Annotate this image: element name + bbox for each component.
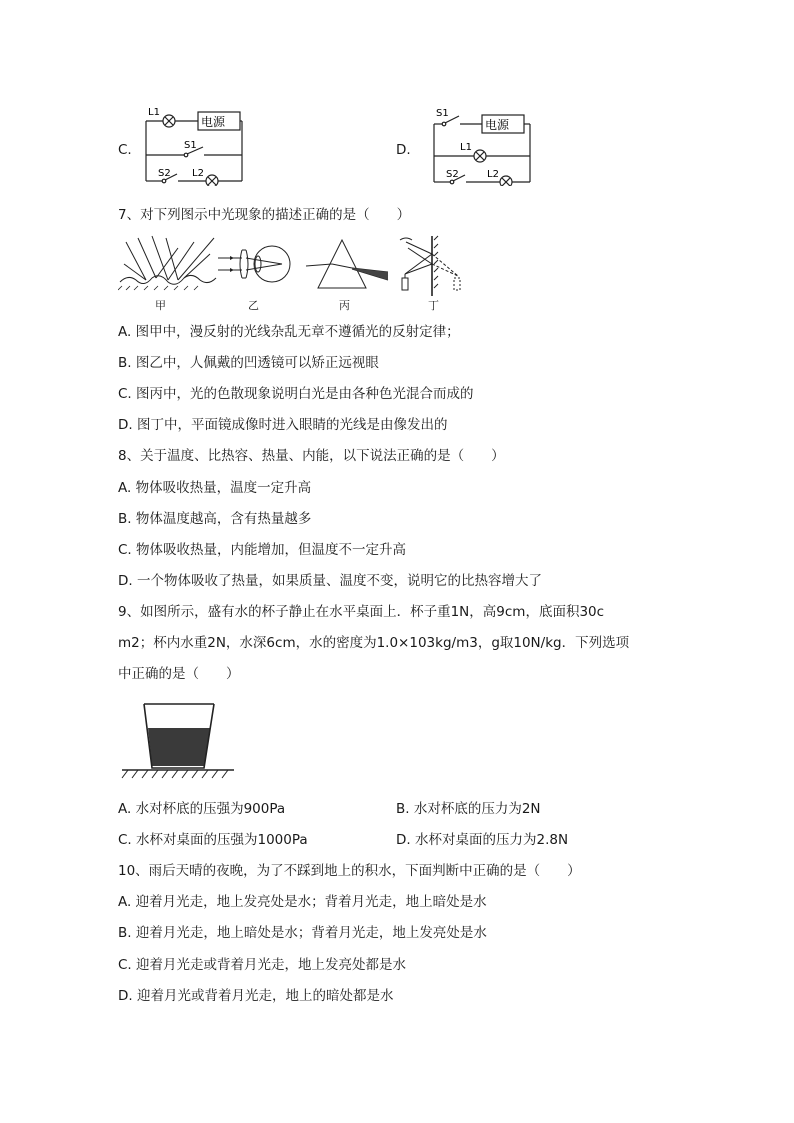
fig-label-bing: 丙 xyxy=(339,299,350,312)
circuit-d-l1-label: L1 xyxy=(460,142,472,153)
q8-option-b: B. 物体温度越高，含有热量越多 xyxy=(118,511,312,527)
fig-label-yi: 乙 xyxy=(248,299,259,312)
circuit-c-s2-label: S2 xyxy=(158,168,171,179)
fig-cup-of-water xyxy=(118,698,236,782)
circuit-c-l1-label: L1 xyxy=(148,107,160,118)
circuit-d-s2-label: S2 xyxy=(446,169,459,180)
circuit-d-s1-label: S1 xyxy=(436,108,449,119)
q10-option-a: A. 迎着月光走，地上发亮处是水；背着月光走，地上暗处是水 xyxy=(118,894,487,910)
q6-option-d-label: D. xyxy=(396,142,411,158)
q6-option-c-label: C. xyxy=(118,142,132,158)
circuit-d-l2-label: L2 xyxy=(487,169,499,180)
q7-option-c: C. 图丙中，光的色散现象说明白光是由各种色光混合而成的 xyxy=(118,386,474,402)
q9-option-d: D. 水杯对桌面的压力为2.8N xyxy=(396,832,569,848)
q7-option-d: D. 图丁中，平面镜成像时进入眼睛的光线是由像发出的 xyxy=(118,417,448,433)
fig-label-ding: 丁 xyxy=(428,299,439,312)
q8-option-d: D. 一个物体吸收了热量，如果质量、温度不变，说明它的比热容增大了 xyxy=(118,573,542,589)
circuit-d-source-label: 电源 xyxy=(485,118,510,132)
q9-option-b: B. 水对杯底的压力为2N xyxy=(396,801,541,817)
q9-stem-line-3: 中正确的是（ ） xyxy=(118,666,240,682)
q9-option-c: C. 水杯对桌面的压强为1000Pa xyxy=(118,832,308,848)
circuit-diagram-c xyxy=(144,104,254,186)
q9-stem-line-1: 9、如图所示，盛有水的杯子静止在水平桌面上．杯子重1N，高9cm，底面积30c xyxy=(118,604,605,620)
q10-stem: 10、雨后天晴的夜晚，为了不踩到地上的积水，下面判断中正确的是（ ） xyxy=(118,863,581,879)
circuit-c-l2-label: L2 xyxy=(192,168,204,179)
q8-stem: 8、关于温度、比热容、热量、内能，以下说法正确的是（ ） xyxy=(118,448,505,464)
q7-option-b: B. 图乙中，人佩戴的凹透镜可以矫正远视眼 xyxy=(118,355,379,371)
fig-eye-lens xyxy=(216,236,296,294)
fig-prism-dispersion xyxy=(304,236,390,294)
q8-option-a: A. 物体吸收热量，温度一定升高 xyxy=(118,480,312,496)
fig-plane-mirror xyxy=(396,234,468,296)
q9-option-a: A. 水对杯底的压强为900Pa xyxy=(118,801,286,817)
q9-stem-line-2: m2；杯内水重2N，水深6cm，水的密度为1.0×103kg/m3，g取10N/kg．下列选项 xyxy=(118,635,630,651)
q8-option-c: C. 物体吸收热量，内能增加，但温度不一定升高 xyxy=(118,542,407,558)
q10-option-d: D. 迎着月光或背着月光走，地上的暗处都是水 xyxy=(118,988,394,1004)
fig-label-jia: 甲 xyxy=(155,299,166,312)
circuit-c-source-label: 电源 xyxy=(201,115,226,129)
fig-diffuse-reflection xyxy=(118,234,220,292)
q10-option-c: C. 迎着月光走或背着月光走，地上发亮处都是水 xyxy=(118,957,407,973)
circuit-c-s1-label: S1 xyxy=(184,140,197,151)
q7-stem: 7、对下列图示中光现象的描述正确的是（ ） xyxy=(118,207,411,223)
q10-option-b: B. 迎着月光走，地上暗处是水；背着月光走，地上发亮处是水 xyxy=(118,925,487,941)
q7-option-a: A. 图甲中，漫反射的光线杂乱无章不遵循光的反射定律； xyxy=(118,324,460,340)
circuit-diagram-d xyxy=(432,104,542,186)
